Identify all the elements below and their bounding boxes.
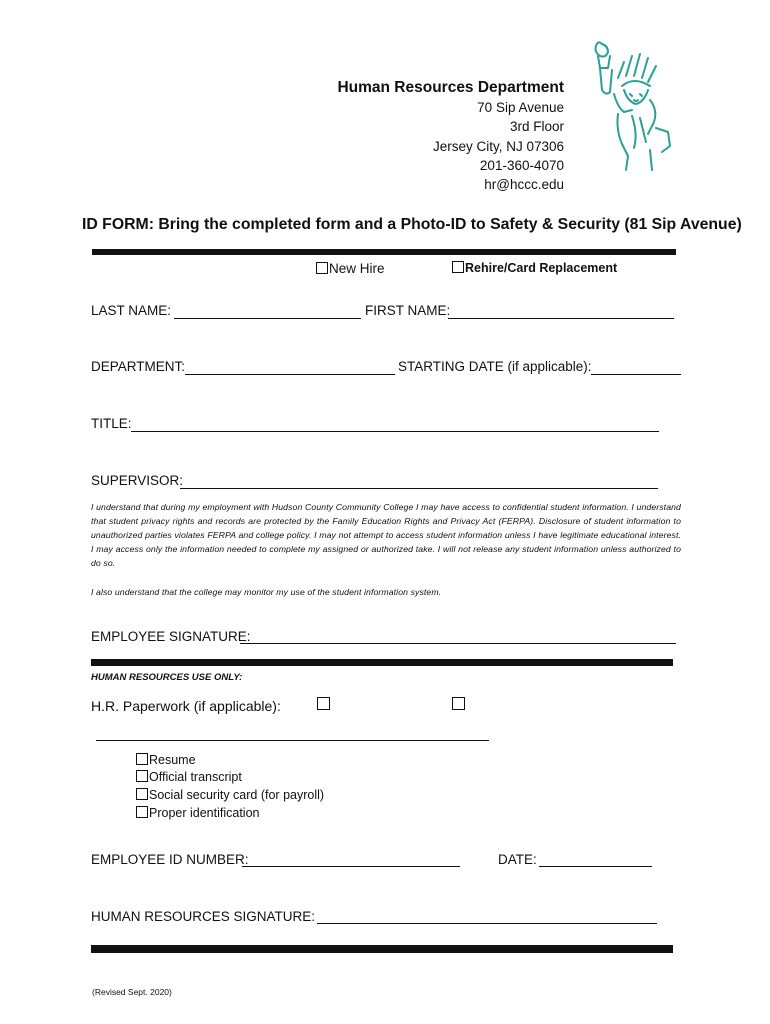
statue-of-liberty-logo (588, 38, 684, 178)
address-line-2: 3rd Floor (509, 119, 564, 135)
last-name-field[interactable] (174, 318, 361, 319)
hr-address-block (337, 78, 564, 194)
title-field[interactable] (131, 431, 659, 432)
rehire-checkbox[interactable] (452, 261, 464, 273)
employee-id-field[interactable] (242, 866, 460, 867)
starting-date-label: STARTING DATE (if applicable): (398, 359, 592, 374)
hr-section-rule (91, 659, 673, 666)
date-label: DATE: (498, 852, 537, 867)
checklist-item-ssn-card[interactable] (136, 788, 324, 802)
checklist-item-transcript[interactable] (136, 770, 242, 784)
transcript-checkbox[interactable] (136, 770, 148, 782)
form-title: ID FORM: Bring the completed form and a Photo-ID to Safety & Security (81 Sip Avenue) (82, 216, 742, 233)
monitoring-statement: I also understand that the college may monitor my use of the student information system. (91, 587, 442, 597)
new-hire-option[interactable] (316, 261, 385, 276)
title-rule (92, 249, 676, 255)
title-label: TITLE: (91, 416, 132, 431)
department-label: DEPARTMENT: (91, 359, 186, 374)
checklist-item-label: Proper identification (149, 806, 260, 820)
rehire-option[interactable] (452, 261, 617, 275)
checklist-item-resume[interactable] (136, 753, 196, 767)
department-heading: Human Resources Department (337, 79, 564, 96)
revision-note: (Revised Sept. 2020) (92, 987, 172, 997)
rehire-label: Rehire/Card Replacement (465, 261, 618, 275)
checklist-item-label: Official transcript (149, 770, 242, 784)
date-field[interactable] (539, 866, 652, 867)
confidentiality-statement: I understand that during my employment with Hudson County Community College I may have access to confidential student information. I understand that student privacy rights and records are protected by the Family Education Rights and Privacy Act (FERPA). Disclosure of student information to unauthorized parties violates FERPA and college policy. I may not attempt to access student information unless I have legitimate educational interest. I may access only the information needed to complete my assigned or authorized take. I will not release any student information unless authorized to do so. (91, 502, 681, 568)
identification-checkbox[interactable] (136, 806, 148, 818)
email-address: hr@hccc.edu (484, 177, 564, 193)
checklist-item-label: Social security card (for payroll) (149, 788, 325, 802)
hr-paperwork-label: H.R. Paperwork (if applicable): (91, 698, 281, 714)
employee-signature-field[interactable] (240, 643, 676, 644)
address-city: Jersey City, NJ 07306 (432, 138, 564, 154)
phone-number: 201-360-4070 (479, 157, 564, 173)
checklist-item-label: Resume (149, 753, 196, 767)
ssn-card-checkbox[interactable] (136, 788, 148, 800)
employee-signature-label: EMPLOYEE SIGNATURE: (91, 629, 251, 644)
hr-use-only-heading: HUMAN RESOURCES USE ONLY: (91, 672, 243, 683)
hr-paperwork-checkbox-1[interactable] (317, 697, 330, 710)
starting-date-field[interactable] (591, 374, 681, 375)
checklist-item-identification[interactable] (136, 806, 259, 820)
last-name-label: LAST NAME: (91, 303, 172, 318)
hr-signature-label: HUMAN RESOURCES SIGNATURE: (91, 909, 316, 924)
resume-checkbox[interactable] (136, 753, 148, 765)
new-hire-checkbox[interactable] (316, 262, 328, 274)
department-field[interactable] (185, 374, 395, 375)
supervisor-label: SUPERVISOR: (91, 473, 184, 488)
supervisor-field[interactable] (180, 488, 658, 489)
hr-paperwork-checkbox-2[interactable] (452, 697, 465, 710)
first-name-label: FIRST NAME: (365, 303, 451, 318)
employee-id-label: EMPLOYEE ID NUMBER: (91, 852, 249, 867)
hr-paperwork-line[interactable] (96, 740, 489, 741)
address-line-1: 70 Sip Avenue (477, 100, 564, 115)
hr-signature-field[interactable] (317, 923, 657, 924)
new-hire-label: New Hire (329, 261, 385, 276)
bottom-rule (91, 945, 673, 953)
first-name-field[interactable] (448, 318, 674, 319)
